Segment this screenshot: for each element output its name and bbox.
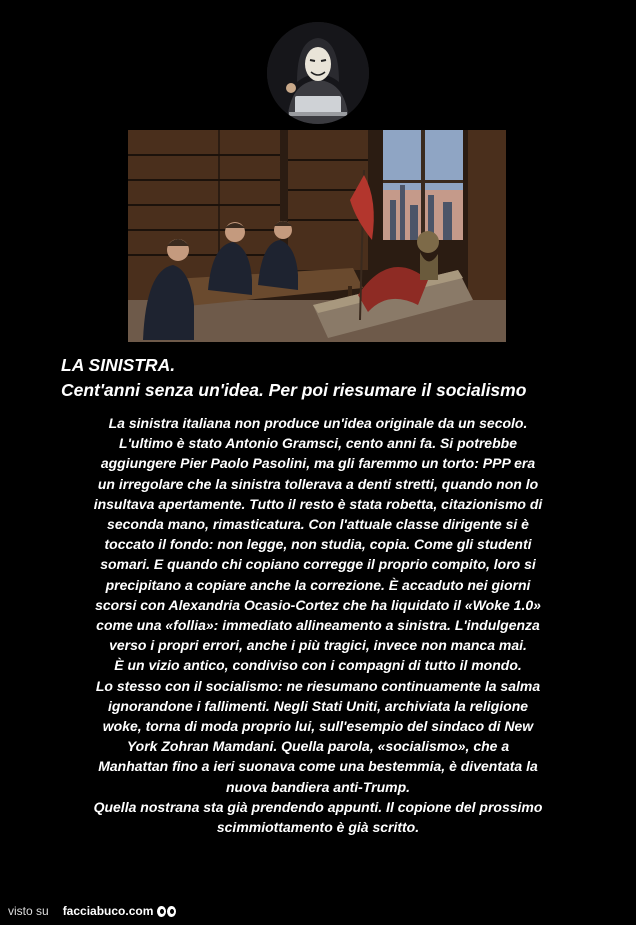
- text-line: Manhattan fino a ieri suonava come una bestemmia, è diventata la: [98, 758, 538, 775]
- eyes-icon: [157, 906, 177, 917]
- text-line: somari. E quando chi copiano corregge il proprio compito, loro si: [100, 556, 536, 573]
- paragraph-1: [58, 413, 578, 797]
- text-line: woke, torna di moda proprio lui, sull'esempio del sindaco di New: [102, 718, 534, 735]
- text-line: scorsi con Alexandria Ocasio-Cortez che ha liquidato il «Woke 1.0»: [95, 596, 541, 613]
- text-line: È un vizio antico, condiviso con i compagni di tutto il mondo.: [114, 657, 522, 674]
- text-line: toccato il fondo: non legge, non studia, copia. Come gli studenti: [104, 536, 532, 553]
- post-subtitle: Cent'anni senza un'idea. Per poi riesumare il socialismo: [61, 380, 527, 400]
- library-coffin-scene-image: [128, 130, 506, 342]
- text-line: insultava apertamente. Tutto il resto è stata robetta, citazionismo di: [93, 495, 543, 512]
- footer: [8, 900, 177, 922]
- post-title: LA SINISTRA.: [61, 355, 176, 375]
- left-eye-icon: [157, 906, 166, 917]
- text-line: ignorandone i fallimenti. Negli Stati Uniti, archiviata la religione: [107, 697, 529, 714]
- text-line: Quella nostrana sta già prendendo appunti. Il copione del prossimo: [93, 799, 543, 815]
- text-line: L'ultimo è stato Antonio Gramsci, cento anni fa. Si potrebbe: [119, 435, 517, 452]
- right-eye-icon: [167, 906, 176, 917]
- text-line: scimmiottamento è già scritto.: [216, 819, 420, 836]
- visto-su-label: visto su: [8, 904, 49, 918]
- text-line: verso i propri errori, anche i più tragici, invece non manca mai.: [109, 637, 527, 654]
- text-line: seconda mano, rimasticatura. Con l'attuale classe dirigente si è: [107, 516, 529, 533]
- text-line: aggiungere Pier Paolo Pasolini, ma gli faremmo un torto: PPP era: [100, 455, 536, 472]
- text-line: come una «follia»: immediato allineamento a sinistra. L'indulgenza: [96, 617, 540, 634]
- text-line: un irregolare che la sinistra tollerava a denti stretti, quando non lo: [97, 475, 539, 492]
- avatar-image: [267, 22, 369, 124]
- site-link[interactable]: facciabuco.com: [62, 904, 154, 918]
- text-line: La sinistra italiana non produce un'idea originale da un secolo.: [108, 415, 528, 431]
- text-line: precipitano a copiare anche la correzione. È accaduto nei giorni: [105, 576, 531, 593]
- text-line: nuova bandiera anti-Trump.: [225, 778, 411, 795]
- text-line: York Zohran Mamdani. Quella parola, «socialismo», che a: [126, 738, 510, 755]
- text-line: Lo stesso con il socialismo: ne riesumano continuamente la salma: [95, 677, 541, 694]
- paragraph-2: [58, 797, 578, 837]
